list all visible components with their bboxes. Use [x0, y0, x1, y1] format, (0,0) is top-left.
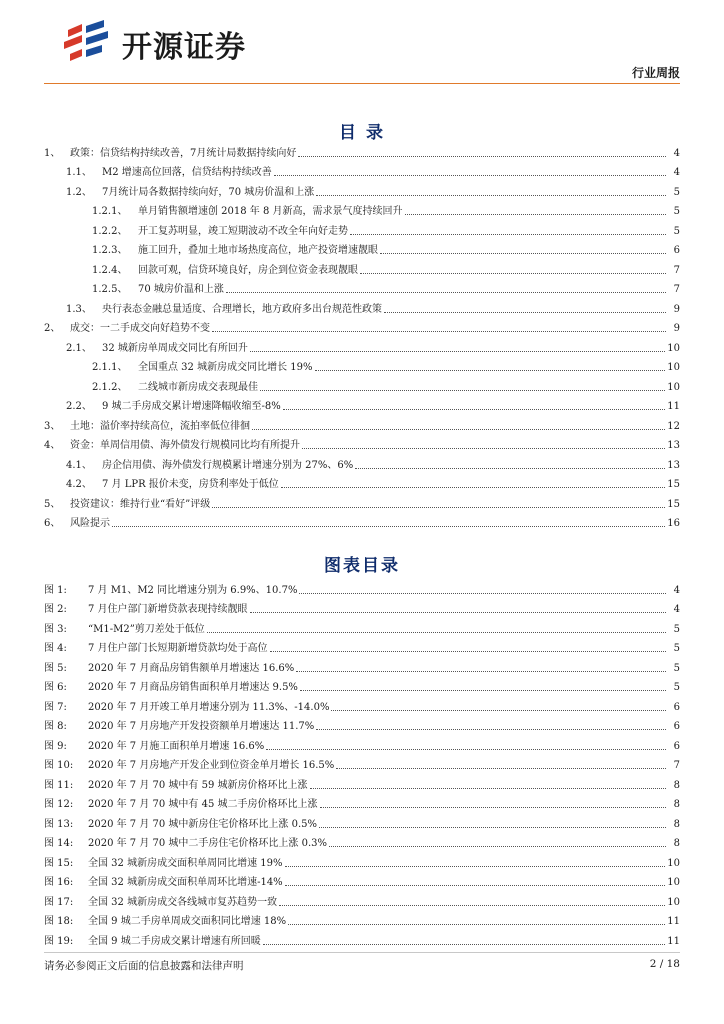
entry-page: 11 — [667, 401, 680, 412]
entry-number: 图 8: — [44, 721, 67, 732]
toc-entry[interactable] — [44, 452, 680, 472]
dot-leader — [212, 507, 665, 508]
figure-entry[interactable] — [44, 811, 680, 831]
dot-leader — [329, 846, 666, 847]
entry-page: 6 — [673, 740, 680, 752]
dot-leader — [283, 409, 665, 410]
dot-leader — [384, 312, 666, 313]
report-type-label: 行业周报 — [631, 66, 680, 80]
toc-entry[interactable] — [44, 472, 680, 492]
toc-entry[interactable] — [44, 160, 680, 180]
entry-title: 投资建议：维持行业“看好”评级 — [70, 498, 211, 510]
toc-entry[interactable] — [44, 238, 680, 258]
dot-leader — [315, 370, 666, 371]
entry-number: 2.1.1、 — [92, 362, 128, 373]
dot-leader — [207, 632, 666, 633]
entry-title: “M1-M2”剪刀差处于低位 — [88, 623, 205, 635]
entry-page: 5 — [673, 623, 680, 635]
figure-entry[interactable] — [44, 831, 680, 851]
entry-page: 16 — [667, 518, 680, 529]
toc-entry[interactable] — [44, 199, 680, 219]
entry-number: 1.2.5、 — [92, 284, 128, 295]
entry-page: 15 — [667, 479, 680, 490]
figure-list-title: 图表目录 — [324, 556, 400, 576]
entry-number: 3、 — [44, 420, 61, 432]
dot-leader — [380, 253, 666, 254]
entry-title: 7 月 LPR 报价未变，房贷利率处于低位 — [102, 479, 279, 490]
entry-number: 4、 — [44, 440, 61, 451]
entry-number: 1.2.1、 — [92, 206, 128, 217]
dot-leader — [226, 292, 666, 293]
entry-number: 6、 — [44, 518, 61, 529]
entry-number: 4.2、 — [66, 479, 92, 490]
entry-title: 32 城新房单周成交同比有所回升 — [102, 342, 248, 354]
entry-title: 二线城市新房成交表现最佳 — [138, 381, 258, 393]
figure-entry[interactable] — [44, 655, 680, 675]
toc-title: 目 录 — [339, 123, 385, 143]
dot-leader — [285, 866, 666, 867]
figure-entry[interactable] — [44, 850, 680, 870]
entry-title: 9 城二手房成交累计增速降幅收缩至-8% — [102, 401, 281, 412]
entry-number: 1.2.4、 — [92, 264, 128, 276]
entry-page: 4 — [673, 584, 680, 596]
dot-leader — [260, 390, 665, 391]
entry-page: 10 — [667, 857, 680, 869]
entry-page: 11 — [667, 935, 680, 947]
toc-entry[interactable] — [44, 491, 680, 511]
dot-leader — [310, 788, 666, 789]
dot-leader — [360, 273, 666, 274]
page-header — [0, 0, 724, 90]
entry-title: 7 月 M1、M2 同比增速分别为 6.9%、10.7% — [88, 584, 298, 596]
dot-leader — [288, 924, 665, 925]
entry-page: 7 — [673, 284, 680, 295]
dot-leader — [316, 195, 666, 196]
entry-title: 2020 年 7 月施工面积单月增速 16.6% — [88, 740, 265, 752]
entry-number: 图 11: — [44, 779, 74, 791]
entry-number: 1.2.3、 — [92, 245, 128, 256]
entry-page: 5 — [673, 662, 680, 674]
entry-title: 2020 年 7 月房地产开发企业到位资金单月增长 16.5% — [88, 760, 335, 771]
entry-page: 8 — [673, 799, 680, 810]
entry-page: 4 — [673, 147, 680, 159]
entry-title: 开工复苏明显，竣工短期波动不改全年向好走势 — [138, 225, 348, 237]
figure-entry[interactable] — [44, 577, 680, 597]
dot-leader — [336, 768, 666, 769]
entry-number: 4.1、 — [66, 459, 92, 471]
toc-entry[interactable] — [44, 374, 680, 394]
dot-leader — [405, 214, 666, 215]
entry-page: 7 — [673, 264, 680, 276]
entry-title: 70 城房价温和上涨 — [138, 284, 224, 295]
entry-title: 2020 年 7 月 70 城中有 45 城二手房价格环比上涨 — [88, 799, 318, 810]
entry-number: 2.2、 — [66, 401, 92, 412]
company-logo — [60, 20, 270, 64]
entry-number: 图 3: — [44, 623, 67, 635]
entry-number: 图 1: — [44, 584, 67, 596]
entry-title: 2020 年 7 月商品房销售额单月增速达 16.6% — [88, 662, 295, 674]
entry-page: 10 — [667, 896, 680, 908]
entry-page: 5 — [673, 206, 680, 217]
dot-leader — [252, 429, 665, 430]
entry-page: 12 — [667, 420, 680, 432]
dot-leader — [298, 156, 666, 157]
entry-number: 图 2: — [44, 604, 67, 615]
entry-title: 2020 年 7 月 70 城中有 59 城新房价格环比上涨 — [88, 779, 308, 791]
entry-number: 图 18: — [44, 916, 74, 927]
entry-number: 图 6: — [44, 682, 67, 693]
dot-leader — [250, 351, 665, 352]
entry-number: 1.2.2、 — [92, 225, 128, 237]
entry-number: 图 16: — [44, 877, 74, 888]
entry-title: 全国 32 城新房成交面积单周同比增速 19% — [88, 857, 283, 869]
entry-page: 4 — [673, 167, 680, 178]
entry-title: 7 月住户部门新增贷款表现持续靓眼 — [88, 604, 248, 615]
entry-page: 8 — [673, 818, 680, 830]
figure-entry[interactable] — [44, 694, 680, 714]
toc-entry[interactable] — [44, 218, 680, 238]
figure-entry[interactable] — [44, 675, 680, 695]
dot-leader — [302, 448, 665, 449]
entry-page: 15 — [667, 498, 680, 510]
dot-leader — [320, 807, 666, 808]
entry-title: 施工回升，叠加土地市场热度高位，地产投资增速靓眼 — [138, 245, 378, 256]
entry-page: 5 — [673, 225, 680, 237]
dot-leader — [355, 468, 665, 469]
entry-number: 图 7: — [44, 701, 67, 713]
entry-title: 风险提示 — [70, 518, 110, 529]
figure-entry[interactable] — [44, 714, 680, 734]
entry-title: 2020 年 7 月开竣工单月增速分别为 11.3%、-14.0% — [88, 701, 330, 713]
entry-page: 10 — [667, 342, 680, 354]
entry-title: 全国 9 城二手房单周成交面积同比增速 18% — [88, 916, 287, 927]
entry-title: 7月统计局各数据持续向好，70 城房价温和上涨 — [102, 186, 315, 198]
figure-entry[interactable] — [44, 928, 680, 948]
footer-disclaimer: 请务必参阅正文后面的信息披露和法律声明 — [44, 960, 244, 972]
entry-number: 图 14: — [44, 838, 74, 849]
entry-page: 4 — [673, 604, 680, 615]
dot-leader — [319, 827, 666, 828]
table-of-contents — [44, 140, 680, 530]
logo-mark-icon — [60, 20, 114, 64]
brand-name: 开源证券 — [122, 30, 246, 65]
entry-page: 10 — [667, 362, 680, 373]
entry-page: 9 — [673, 323, 680, 334]
figure-entry[interactable] — [44, 909, 680, 929]
dot-leader — [266, 749, 666, 750]
entry-number: 图 19: — [44, 935, 74, 947]
toc-entry[interactable] — [44, 335, 680, 355]
entry-page: 10 — [667, 877, 680, 888]
dot-leader — [263, 944, 666, 945]
entry-page: 8 — [673, 779, 680, 791]
entry-number: 图 15: — [44, 857, 74, 869]
entry-title: 资金：单周信用债、海外债发行规模同比均有所提升 — [70, 440, 300, 451]
entry-title: 回款可观，信贷环境良好，房企到位资金表现靓眼 — [138, 264, 358, 276]
entry-page: 7 — [673, 760, 680, 771]
figure-entry[interactable] — [44, 870, 680, 890]
entry-title: 房企信用债、海外债发行规模累计增速分别为 27%、6% — [102, 459, 354, 471]
entry-number: 2.1、 — [66, 342, 92, 354]
entry-title: 7 月住户部门长短期新增贷款均处于高位 — [88, 643, 268, 654]
entry-page: 11 — [667, 916, 680, 927]
figure-entry[interactable] — [44, 636, 680, 656]
dot-leader — [250, 612, 666, 613]
toc-entry[interactable] — [44, 140, 680, 160]
entry-number: 1.1、 — [66, 167, 92, 178]
entry-number: 图 4: — [44, 643, 67, 654]
entry-number: 5、 — [44, 498, 61, 510]
figure-entry[interactable] — [44, 733, 680, 753]
entry-page: 10 — [667, 381, 680, 393]
entry-title: M2 增速高位回落，信贷结构持续改善 — [102, 167, 272, 178]
dot-leader — [281, 487, 665, 488]
dot-leader — [299, 593, 666, 594]
figure-list — [44, 577, 680, 948]
dot-leader — [316, 729, 666, 730]
entry-number: 图 17: — [44, 896, 74, 908]
entry-number: 2.1.2、 — [92, 381, 128, 393]
page-number: 2 / 18 — [649, 958, 680, 970]
header-divider — [44, 83, 680, 84]
entry-title: 2020 年 7 月 70 城中新房住宅价格环比上涨 0.5% — [88, 818, 318, 830]
footer-divider — [44, 952, 680, 953]
entry-page: 5 — [673, 643, 680, 654]
entry-title: 土地：溢价率持续高位，流拍率低位徘徊 — [70, 420, 250, 432]
toc-entry[interactable] — [44, 413, 680, 433]
dot-leader — [285, 885, 666, 886]
figure-entry[interactable] — [44, 616, 680, 636]
entry-title: 全国 32 城新房成交面积单周环比增速-14% — [88, 877, 283, 888]
figure-entry[interactable] — [44, 597, 680, 617]
entry-title: 2020 年 7 月房地产开发投资额单月增速达 11.7% — [88, 721, 315, 732]
toc-entry[interactable] — [44, 394, 680, 414]
entry-number: 1、 — [44, 147, 61, 159]
entry-title: 全国 32 城新房成交各线城市复苏趋势一致 — [88, 896, 278, 908]
entry-page: 6 — [673, 245, 680, 256]
dot-leader — [296, 671, 666, 672]
dot-leader — [270, 651, 666, 652]
entry-number: 图 13: — [44, 818, 74, 830]
figure-entry[interactable] — [44, 753, 680, 773]
dot-leader — [350, 234, 666, 235]
toc-entry[interactable] — [44, 511, 680, 531]
figure-entry[interactable] — [44, 792, 680, 812]
entry-page: 13 — [667, 459, 680, 471]
figure-entry[interactable] — [44, 889, 680, 909]
dot-leader — [274, 175, 666, 176]
entry-page: 8 — [673, 838, 680, 849]
toc-entry[interactable] — [44, 179, 680, 199]
entry-title: 2020 年 7 月商品房销售面积单月增速达 9.5% — [88, 682, 298, 693]
entry-title: 央行表态金融总量适度、合理增长，地方政府多出台规范性政策 — [102, 303, 382, 315]
toc-entry[interactable] — [44, 257, 680, 277]
entry-page: 5 — [673, 186, 680, 198]
entry-title: 全国重点 32 城新房成交同比增长 19% — [138, 362, 313, 373]
entry-page: 5 — [673, 682, 680, 693]
entry-number: 2、 — [44, 323, 61, 334]
figure-entry[interactable] — [44, 772, 680, 792]
entry-number: 图 12: — [44, 799, 74, 810]
entry-title: 政策：信贷结构持续改善，7月统计局数据持续向好 — [70, 147, 297, 159]
toc-entry[interactable] — [44, 355, 680, 375]
toc-entry[interactable] — [44, 433, 680, 453]
toc-entry[interactable] — [44, 296, 680, 316]
entry-page: 9 — [673, 303, 680, 315]
entry-title: 单月销售额增速创 2018 年 8 月新高，需求景气度持续回升 — [138, 206, 403, 217]
dot-leader — [300, 690, 666, 691]
entry-number: 1.2、 — [66, 186, 92, 198]
entry-number: 1.3、 — [66, 303, 92, 315]
entry-page: 6 — [673, 701, 680, 713]
dot-leader — [212, 331, 666, 332]
toc-entry[interactable] — [44, 277, 680, 297]
dot-leader — [331, 710, 666, 711]
dot-leader — [112, 526, 665, 527]
toc-entry[interactable] — [44, 316, 680, 336]
entry-title: 成交：一二手成交向好趋势不变 — [70, 323, 210, 334]
entry-page: 6 — [673, 721, 680, 732]
entry-number: 图 9: — [44, 740, 67, 752]
entry-number: 图 10: — [44, 760, 74, 771]
dot-leader — [279, 905, 665, 906]
entry-number: 图 5: — [44, 662, 67, 674]
entry-title: 2020 年 7 月 70 城中二手房住宅价格环比上涨 0.3% — [88, 838, 328, 849]
entry-title: 全国 9 城二手房成交累计增速有所回暖 — [88, 935, 261, 947]
entry-page: 13 — [667, 440, 680, 451]
